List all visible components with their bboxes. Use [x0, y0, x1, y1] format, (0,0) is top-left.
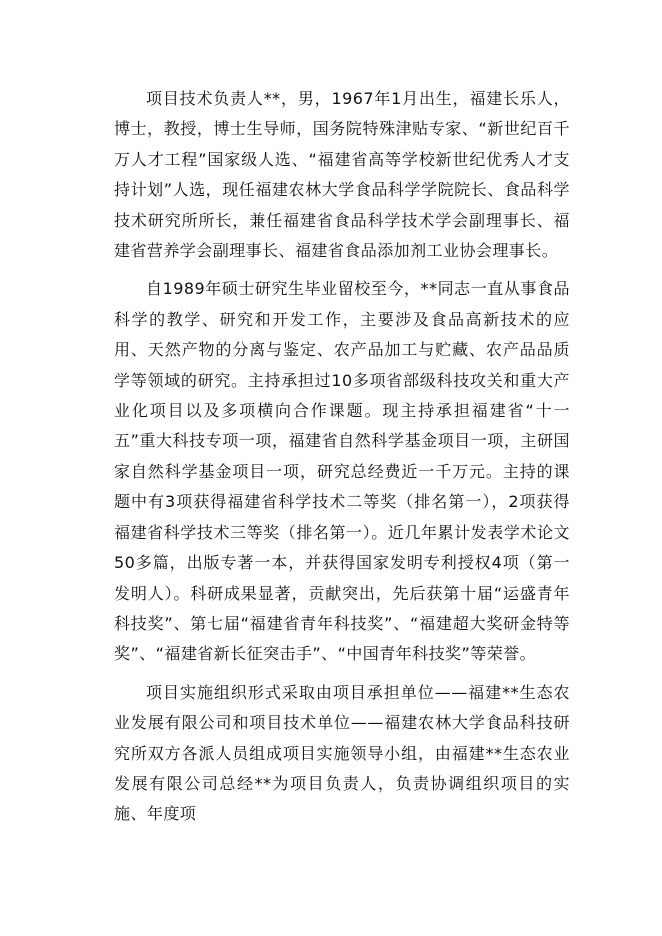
paragraph-research-record: 自1989年硕士研究生毕业留校至今，**同志一直从事食品科学的教学、研究和开发工作，主要涉及食品高新技术的应用、天然产物的分离与鉴定、农产品加工与贮藏、农产品品质学等领域的研究。主持承担过10多项省部级科技攻关和重大产业化项目以及多项横向合作课题。现主持承担福建省“十一五”重大科技专项一项，福建省自然科学基金项目一项，主研国家自然科学基金项目一项，研究总经费近一千万元。主持的课题中有3项获得福建省科学技术二等奖（排名第一），2项获得福建省科学技术三等奖（排名第一）。近几年累计发表学术论文50多篇，出版专著一本，并获得国家发明专利授权4项（第一发明人）。科研成果显著，贡献突出，先后获第十届“运盛青年科技奖”、第七届“福建省青年科技奖”、“福建超大奖研金特等奖”、“福建省新长征突击手”、“中国青年科技奖”等荣誉。	[114, 279, 570, 664]
document-body	[114, 84, 570, 838]
paragraph-implementation-organization: 项目实施组织形式采取由项目承担单位——福建**生态农业发展有限公司和项目技术单位——福建农林大学食品科技研究所双方各派人员组成项目实施领导小组，由福建**生态农业发展有限公司总经**为项目负责人，负责协调组织项目的实施、年度项	[114, 682, 570, 824]
paragraph-project-lead-bio: 项目技术负责人**，男，1967年1月出生，福建长乐人，博士，教授，博士生导师，国务院特殊津贴专家、“新世纪百千万人才工程”国家级人选、“福建省高等学校新世纪优秀人才支持计划”人选，现任福建农林大学食品科学学院院长、食品科学技术研究所所长，兼任福建省食品科学技术学会副理事长、福建省营养学会副理事长、福建省食品添加剂工业协会理事长。	[114, 89, 570, 261]
